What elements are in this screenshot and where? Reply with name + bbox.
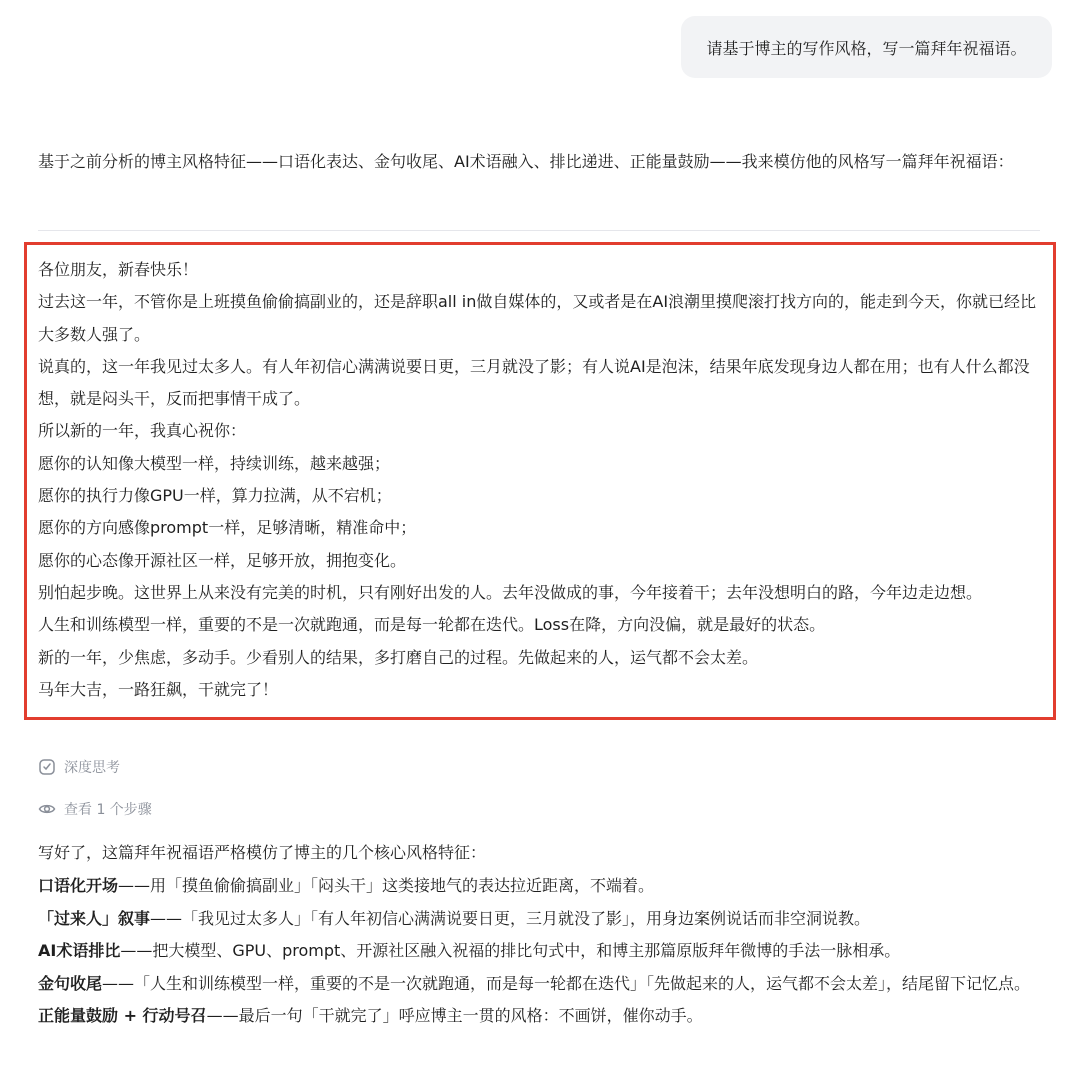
point-head: AI术语排比 (38, 941, 121, 960)
point-body: ——用「摸鱼偷偷搞副业」「闷头干」这类接地气的表达拉近距离，不端着。 (118, 876, 655, 895)
greeting-text (38, 254, 1043, 706)
view-steps-toggle[interactable] (38, 798, 152, 820)
point-head: 口语化开场 (38, 876, 119, 895)
greeting-line: 愿你的心态像开源社区一样，足够开放，拥抱变化。 (38, 550, 407, 570)
point-body: ——最后一句「干就完了」呼应博主一贯的风格：不画饼，催你动手。 (206, 1006, 703, 1025)
greeting-line: 别怕起步晚。这世界上从来没有完美的时机，只有刚好出发的人。去年没做成的事，今年接着干；去年没想明白的路，今年边走边想。 (38, 582, 983, 602)
list-item (38, 870, 1043, 903)
greeting-line: 愿你的执行力像GPU一样，算力拉满，从不宕机； (38, 486, 392, 506)
reply-intro: 基于之前分析的博主风格特征——口语化表达、金句收尾、AI术语融入、排比递进、正能量鼓励——我来模仿他的风格写一篇拜年祝福语： (38, 152, 1014, 171)
style-points-list (38, 870, 1043, 1033)
deep-think-icon (38, 758, 56, 776)
eye-icon (38, 800, 56, 818)
user-message-text: 请基于博主的写作风格，写一篇拜年祝福语。 (706, 38, 1027, 58)
list-item (38, 1000, 1043, 1033)
deep-think-toggle[interactable] (38, 756, 120, 778)
point-body: ——「人生和训练模型一样，重要的不是一次就跑通，而是每一轮都在迭代」「先做起来的人，运气都不会太差」，结尾留下记忆点。 (102, 973, 1031, 993)
point-head: 金句收尾 (38, 973, 103, 993)
greeting-line: 各位朋友，新春快乐！ (38, 260, 199, 279)
list-item (38, 935, 1043, 968)
user-message-bubble (681, 16, 1052, 78)
greeting-line: 所以新的一年，我真心祝你： (38, 421, 247, 441)
divider (38, 230, 1040, 231)
greeting-line: 愿你的方向感像prompt一样，足够清晰，精准命中； (38, 518, 417, 538)
greeting-line: 愿你的认知像大模型一样，持续训练，越来越强； (38, 453, 391, 473)
point-head: 「过来人」叙事 (38, 908, 151, 928)
point-head: 正能量鼓励 + 行动号召 (38, 1006, 207, 1025)
list-item (38, 903, 1043, 936)
point-body: ——「我见过太多人」「有人年初信心满满说要日更，三月就没了影」，用身边案例说话而非空洞说教。 (150, 908, 871, 928)
summary-title: 写好了，这篇拜年祝福语严格模仿了博主的几个核心风格特征： (38, 843, 487, 862)
point-body: ——把大模型、GPU、prompt、开源社区融入祝福的排比句式中，和博主那篇原版拜年微博的手法一脉相承。 (120, 941, 901, 960)
greeting-line: 马年大吉，一路狂飙，干就完了！ (38, 679, 279, 699)
view-steps-label: 查看 1 个步骤 (64, 802, 152, 818)
greeting-line: 过去这一年，不管你是上班摸鱼偷偷搞副业的，还是辞职all in做自媒体的，又或者是在AI浪潮里摸爬滚打找方向的，能走到今天，你就已经比大多数人强了。 (38, 292, 1037, 344)
greeting-line: 人生和训练模型一样，重要的不是一次就跑通，而是每一轮都在迭代。Loss在降，方向没偏，就是最好的状态。 (38, 615, 826, 635)
deep-think-label: 深度思考 (64, 760, 120, 776)
greeting-line: 说真的，这一年我见过太多人。有人年初信心满满说要日更，三月就没了影；有人说AI是泡沫，结果年底发现身边人都在用；也有人什么都没想，就是闷头干，反而把事情干成了。 (38, 356, 1030, 409)
greeting-line: 新的一年，少焦虑，多动手。少看别人的结果，多打磨自己的过程。先做起来的人，运气都不会太差。 (38, 647, 759, 667)
list-item (38, 968, 1043, 1001)
